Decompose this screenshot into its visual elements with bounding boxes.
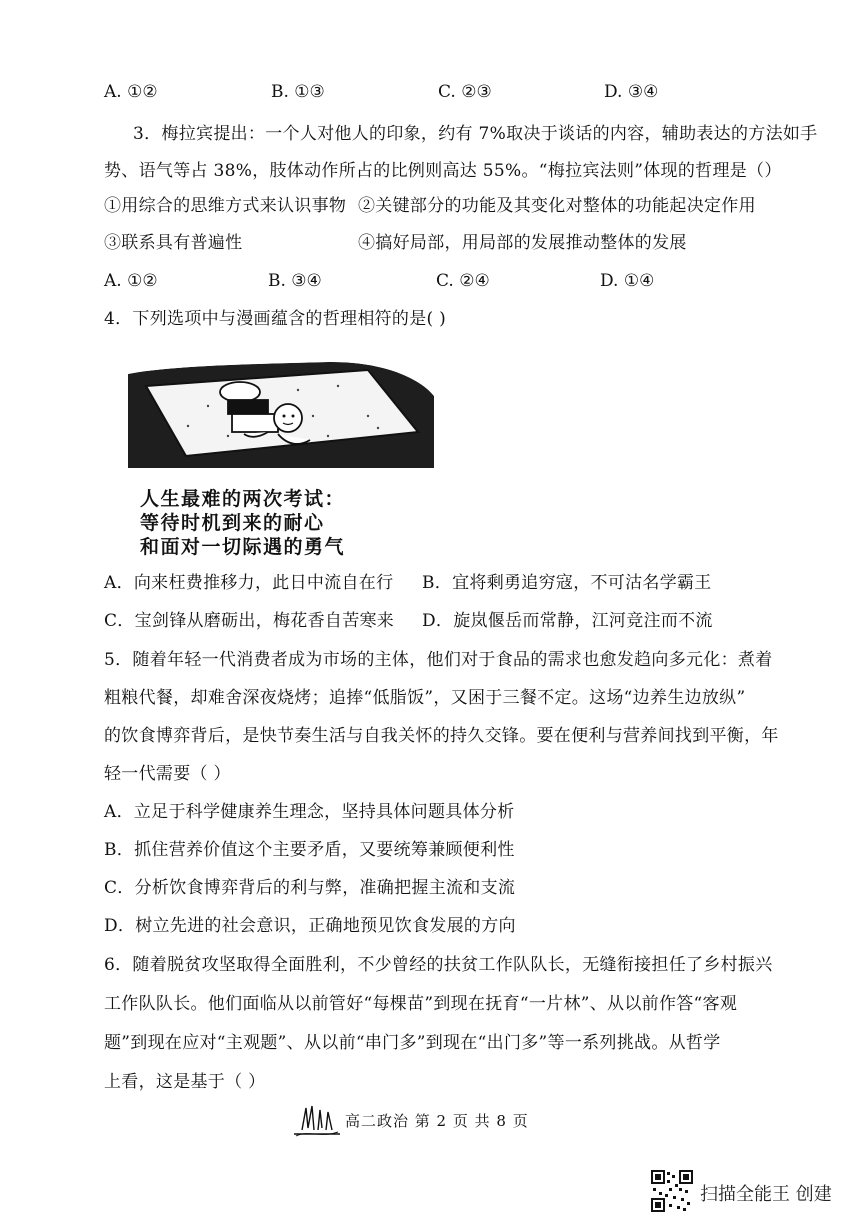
q3-item1: ①用综合的思维方式来认识事物 [104,196,347,216]
q3-option-a: A. ①② [104,271,158,291]
q5-option-b: B．抓住营养价值这个主要矛盾，又要统筹兼顾便利性 [104,840,515,860]
q4-option-a: A．向来枉费推移力，此日中流自在行 [104,573,394,593]
q3-item3: ③联系具有普遍性 [104,233,243,253]
q6-line3: 题”到现在应对“主观题”、从以前“串门多”到现在“出门多”等一系列挑战。从哲学 [104,1033,721,1053]
option-b: B. ①③ [271,82,325,102]
q5-line3: 的饮食博弈背后，是快节奏生活与自我关怀的持久交锋。要在便利与营养间找到平衡，年 [104,726,779,746]
q5-line1: 5．随着年轻一代消费者成为市场的主体，他们对于食品的需求也愈发趋向多元化：煮着 [104,650,773,670]
q6-line4: 上看，这是基于（ ） [104,1072,266,1092]
q5-option-d: D．树立先进的社会意识，正确地预见饮食发展的方向 [104,916,516,936]
q3-line2: 势、语气等占 38%，肢体动作所占的比例则高达 55%。“梅拉宾法则”体现的哲理是（） [104,161,782,181]
signature-scribble-icon [292,1100,342,1140]
qr-code-icon [651,1170,693,1212]
q6-line1: 6．随着脱贫攻坚取得全面胜利，不少曾经的扶贫工作队队长，无缝衔接担任了乡村振兴 [104,955,773,975]
cartoon-caption-line1: 人生最难的两次考试： [140,488,346,510]
cartoon-caption-line2: 等待时机到来的耐心 [140,512,325,534]
q3-item4: ④搞好局部，用局部的发展推动整体的发展 [358,233,687,253]
q3-option-b: B. ③④ [268,271,322,291]
q5-option-c: C．分析饮食博弈背后的利与弊，准确把握主流和支流 [104,878,516,898]
option-a: A. ①② [104,82,158,102]
q3-option-c: C. ②④ [436,271,490,291]
q3-line1: 3．梅拉宾提出：一个人对他人的印象，约有 7%取决于谈话的内容，辅助表达的方法如手 [133,124,818,144]
page-footer: 高二政治 第 2 页 共 8 页 [345,1112,529,1130]
scanner-watermark-label: 扫描全能王 创建 [700,1184,832,1205]
q5-option-a: A．立足于科学健康养生理念，坚持具体问题具体分析 [104,802,515,822]
q5-line2: 粗粮代餐，却难舍深夜烧烤；追捧“低脂饭”，又困于三餐不定。这场“边养生边放纵” [104,688,746,708]
q5-line4: 轻一代需要（ ） [104,764,231,784]
q4-option-d: D．旋岚偃岳而常静，江河竞注而不流 [422,611,713,631]
q3-item2: ②关键部分的功能及其变化对整体的功能起决定作用 [358,196,756,216]
q6-line2: 工作队队长。他们面临从以前管好“每棵苗”到现在抚育“一片林”、从以前作答“客观 [104,994,738,1014]
q4-option-b: B．宜将剩勇追穷寇，不可沽名学霸王 [422,573,712,593]
option-c: C. ②③ [438,82,492,102]
q3-option-d: D. ①④ [600,271,655,291]
cartoon-illustration [128,356,434,468]
option-d: D. ③④ [604,82,659,102]
q4-stem: 4．下列选项中与漫画蕴含的哲理相符的是( ) [104,309,447,329]
q4-option-c: C．宝剑锋从磨砺出，梅花香自苦寒来 [104,611,395,631]
cartoon-caption-line3: 和面对一切际遇的勇气 [140,536,346,558]
